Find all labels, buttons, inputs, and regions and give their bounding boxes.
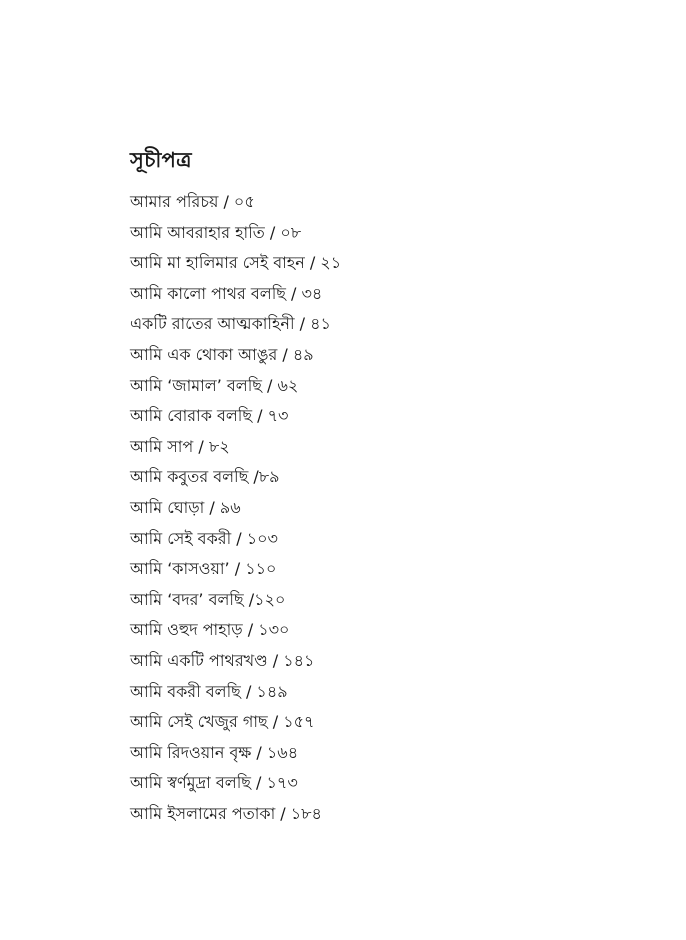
toc-item: আমি বকরী বলছি / ১৪৯	[130, 681, 288, 701]
toc-item: আমি রিদওয়ান বৃক্ষ / ১৬৪	[130, 742, 299, 762]
toc-item: আমি সেই বকরী / ১০৩	[130, 528, 278, 548]
toc-item: আমি স্বর্ণমুদ্রা বলছি / ১৭৩	[130, 773, 298, 793]
toc-item: আমি ‘জামাল’ বলছি / ৬২	[130, 375, 299, 395]
toc-item: আমি সেই খেজুর গাছ / ১৫৭	[130, 712, 315, 732]
toc-item: আমি সাপ / ৮২	[130, 436, 230, 456]
toc-item: আমি মা হালিমার সেই বাহন / ২১	[130, 253, 342, 273]
toc-item: আমি ‘কাসওয়া’ / ১১০	[130, 559, 277, 579]
toc-item: একটি রাতের আত্মকাহিনী / ৪১	[130, 314, 331, 334]
toc-item: আমি এক থোকা আঙুর / ৪৯	[130, 344, 314, 364]
toc-item: আমি ওহুদ পাহাড় / ১৩০	[130, 620, 290, 640]
table-of-contents	[130, 145, 610, 829]
toc-list	[130, 187, 610, 829]
toc-item: আমি ‘বদর’ বলছি /১২০	[130, 589, 286, 609]
toc-item: আমার পরিচয় / ০৫	[130, 192, 255, 211]
toc-item: আমি কালো পাথর বলছি / ৩৪	[130, 283, 323, 303]
toc-item: আমি বোরাক বলছি / ৭৩	[130, 406, 289, 426]
toc-title: সূচীপত্র	[130, 148, 192, 172]
toc-item: আমি আবরাহার হাতি / ০৮	[130, 222, 302, 242]
toc-item: আমি ইসলামের পতাকা / ১৮৪	[130, 803, 322, 823]
toc-item: আমি একটি পাথরখণ্ড / ১৪১	[130, 650, 315, 670]
toc-item: আমি কবুতর বলছি /৮৯	[130, 467, 280, 487]
toc-item: আমি ঘোড়া / ৯৬	[130, 497, 241, 517]
